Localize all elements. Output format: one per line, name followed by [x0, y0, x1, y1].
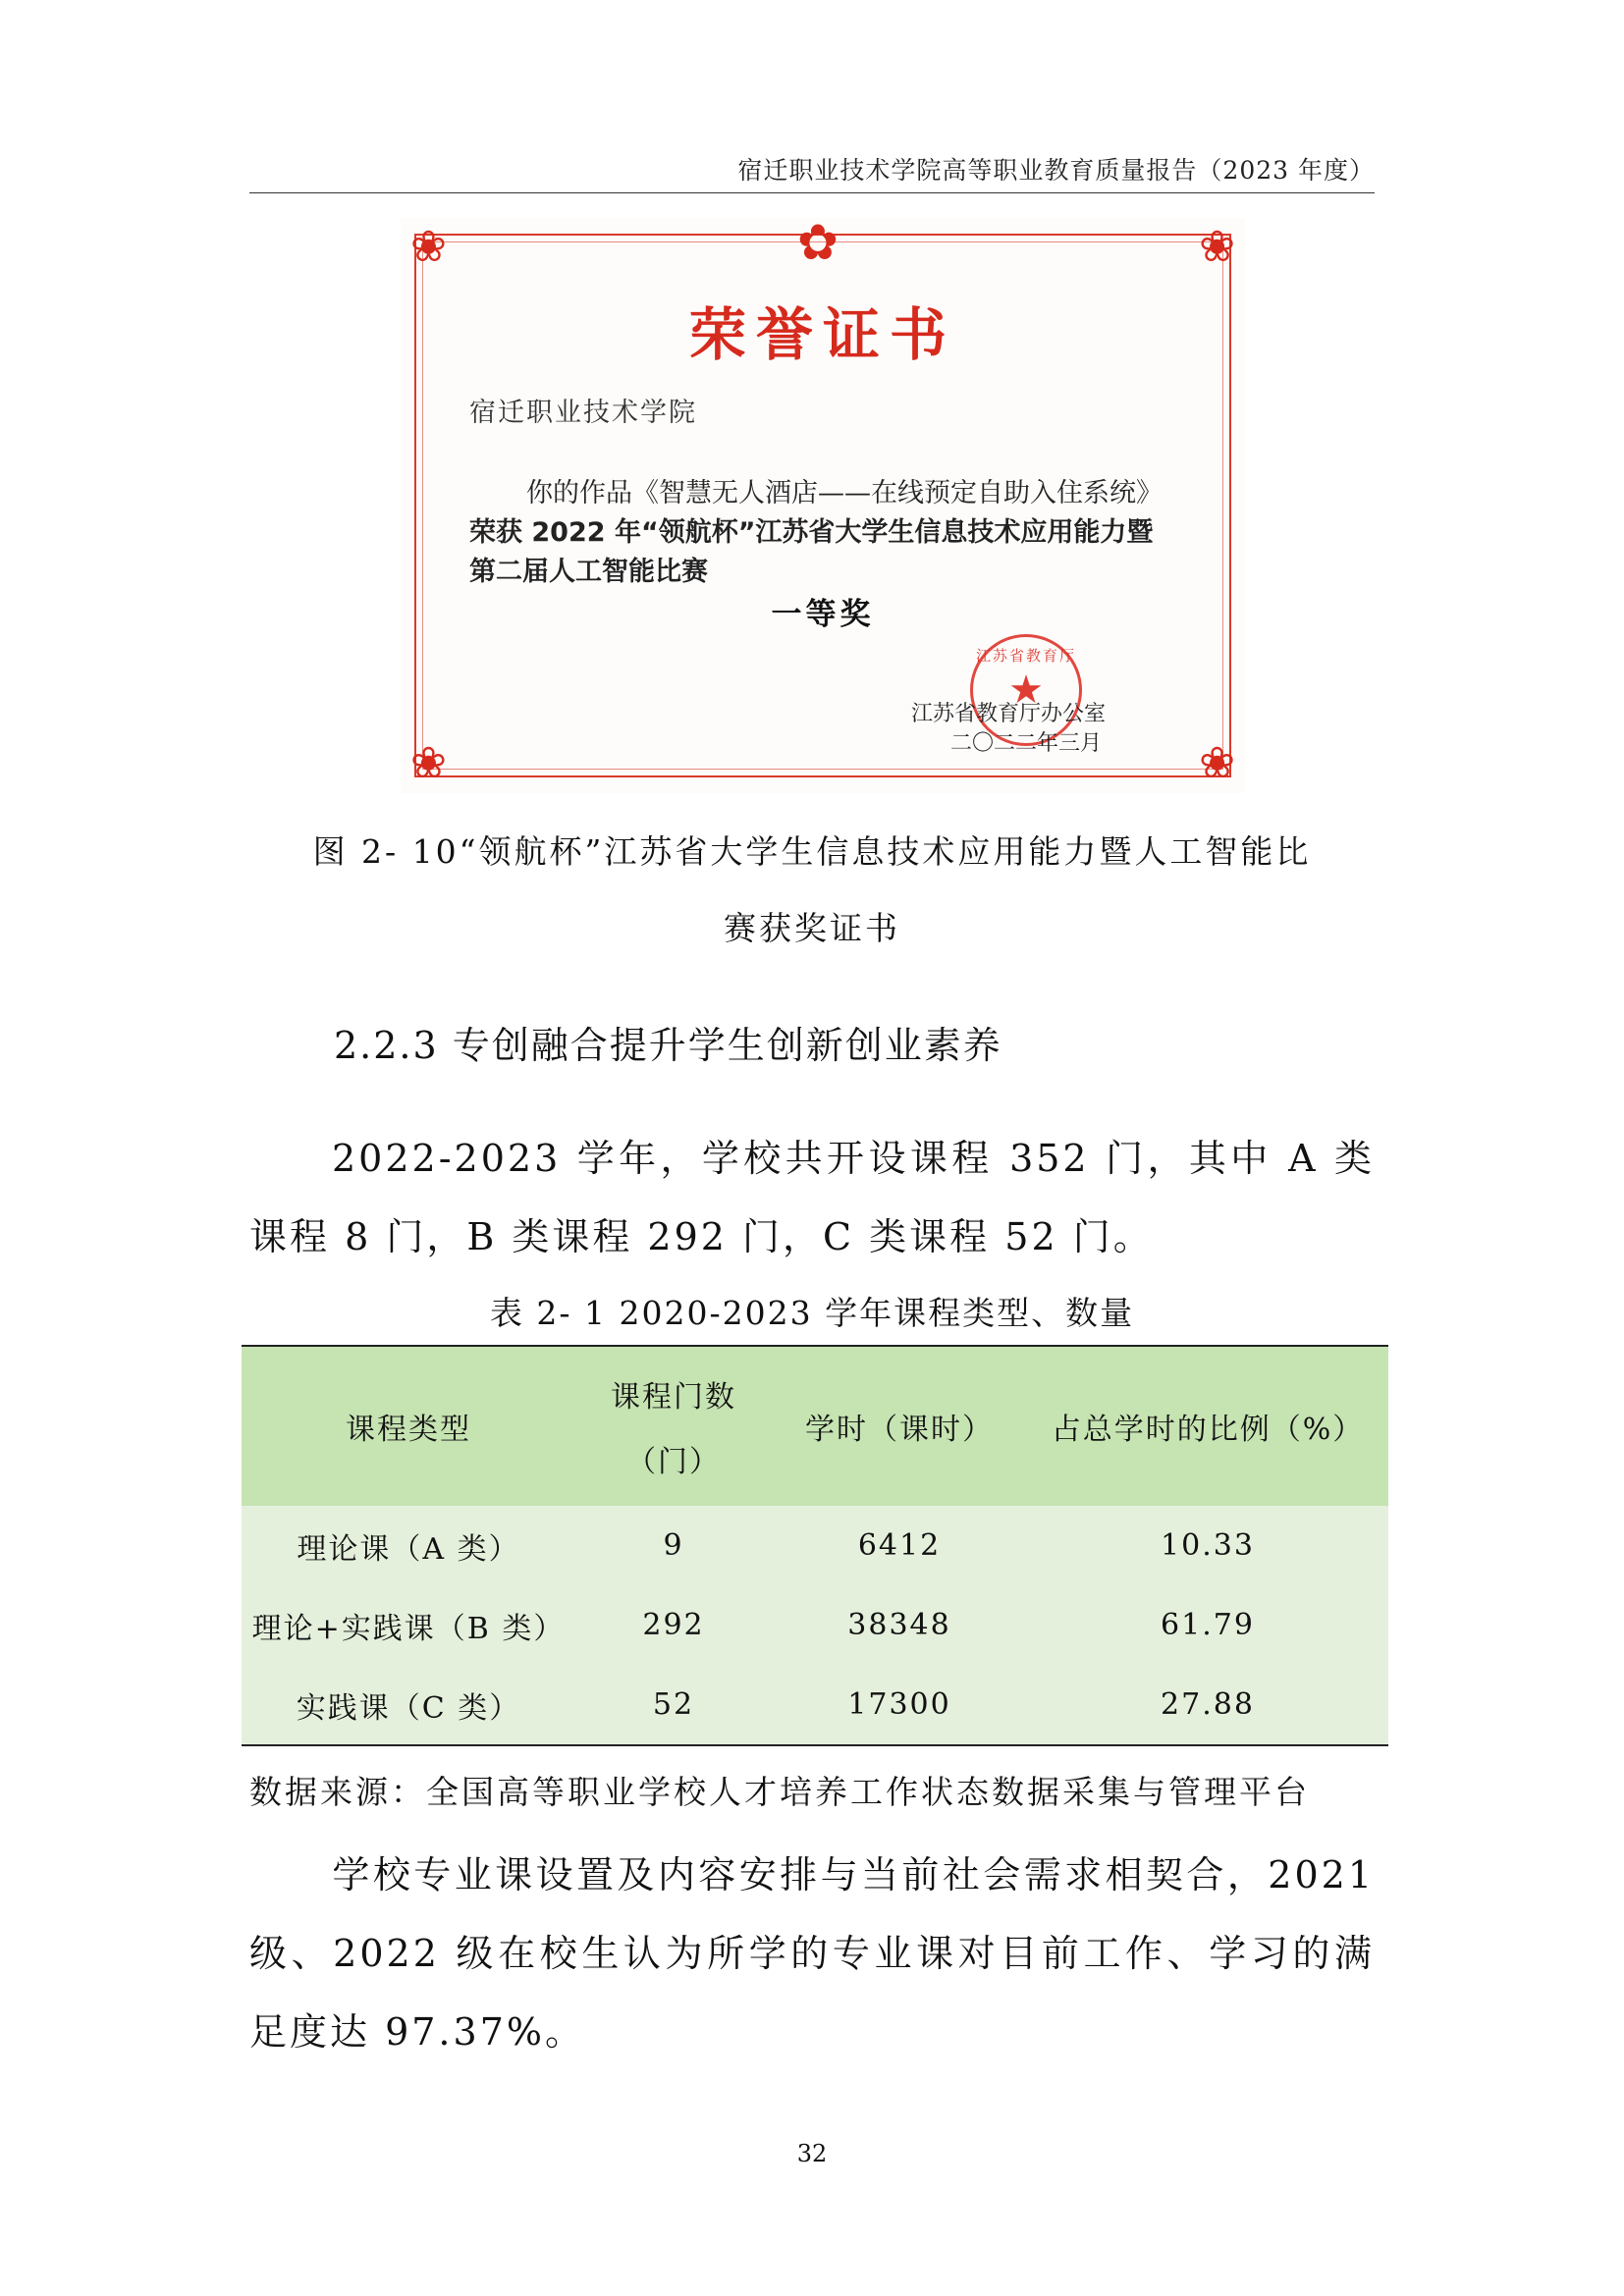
certificate-title: 荣誉证书 — [688, 301, 956, 368]
cell-type: 理论课（A 类） — [242, 1506, 575, 1585]
corner-flower-icon: ❀ — [1199, 738, 1235, 788]
header-ratio: 占总学时的比例（%） — [1027, 1346, 1388, 1506]
corner-flower-icon: ❀ — [410, 738, 447, 788]
data-source-note: 数据来源：全国高等职业学校人才培养工作状态数据采集与管理平台 — [249, 1773, 1310, 1811]
cell-count: 9 — [575, 1506, 772, 1585]
header-divider — [249, 192, 1375, 193]
certificate-competition-line: 第二届人工智能比赛 — [469, 557, 708, 587]
certificate-award-level: 一等奖 — [771, 597, 875, 632]
table-title: 表 2- 1 2020-2023 学年课程类型、数量 — [489, 1294, 1135, 1332]
table-row — [242, 1585, 1388, 1665]
table-header-row — [242, 1346, 1388, 1506]
header-course-count-unit: （门） — [626, 1445, 721, 1479]
paragraph-course-summary — [249, 1119, 1375, 1276]
table-row — [242, 1506, 1388, 1585]
top-flower-icon: ✿ — [797, 218, 839, 271]
cell-count: 52 — [575, 1665, 772, 1745]
corner-flower-icon: ❀ — [1199, 222, 1235, 272]
figure-caption-line2: 赛获奖证书 — [724, 909, 900, 947]
cell-type: 实践课（C 类） — [242, 1665, 575, 1745]
certificate-award-line: 荣获 2022 年“领航杯”江苏省大学生信息技术应用能力暨 — [469, 517, 1154, 548]
corner-flower-icon: ❀ — [410, 222, 447, 272]
table-row — [242, 1665, 1388, 1745]
cell-ratio: 10.33 — [1027, 1506, 1388, 1585]
header-course-count — [575, 1346, 772, 1506]
certificate-recipient: 宿迁职业技术学院 — [469, 398, 697, 428]
paragraph-text: 学校专业课设置及内容安排与当前社会需求相契合，2021 级、2022 级在校生认为所学的专业课对目前工作、学习的满足度达 97.37%。 — [249, 1853, 1375, 2054]
header-course-type: 课程类型 — [242, 1346, 575, 1506]
paragraph-satisfaction — [249, 1836, 1375, 2071]
certificate-work-line: 你的作品《智慧无人酒店——在线预定自助入住系统》 — [526, 478, 1163, 508]
star-icon: ★ — [1008, 667, 1044, 713]
cell-type: 理论+实践课（B 类） — [242, 1585, 575, 1665]
section-heading: 2.2.3 专创融合提升学生创新创业素养 — [334, 1024, 1002, 1067]
cell-count: 292 — [575, 1585, 772, 1665]
page-header-title: 宿迁职业技术学院高等职业教育质量报告（2023 年度） — [737, 156, 1375, 185]
header-hours: 学时（课时） — [772, 1346, 1027, 1506]
course-type-table — [242, 1345, 1388, 1746]
cell-ratio: 61.79 — [1027, 1585, 1388, 1665]
cell-hours: 38348 — [772, 1585, 1027, 1665]
cell-hours: 6412 — [772, 1506, 1027, 1585]
header-course-count-label: 课程门数 — [611, 1380, 736, 1415]
certificate-issuer: 江苏省教育厅办公室 — [911, 702, 1107, 726]
cell-hours: 17300 — [772, 1665, 1027, 1745]
certificate-image — [401, 218, 1245, 793]
seal-text: 江苏省教育厅 — [975, 647, 1076, 665]
figure-caption-line1: 图 2- 10“领航杯”江苏省大学生信息技术应用能力暨人工智能比 — [312, 832, 1312, 871]
page-number: 32 — [796, 2140, 828, 2167]
paragraph-text: 2022-2023 学年，学校共开设课程 352 门，其中 A 类课程 8 门，B 类课程 292 门，C 类课程 52 门。 — [249, 1137, 1375, 1258]
certificate-date: 二〇二二年三月 — [950, 731, 1103, 756]
cell-ratio: 27.88 — [1027, 1665, 1388, 1745]
